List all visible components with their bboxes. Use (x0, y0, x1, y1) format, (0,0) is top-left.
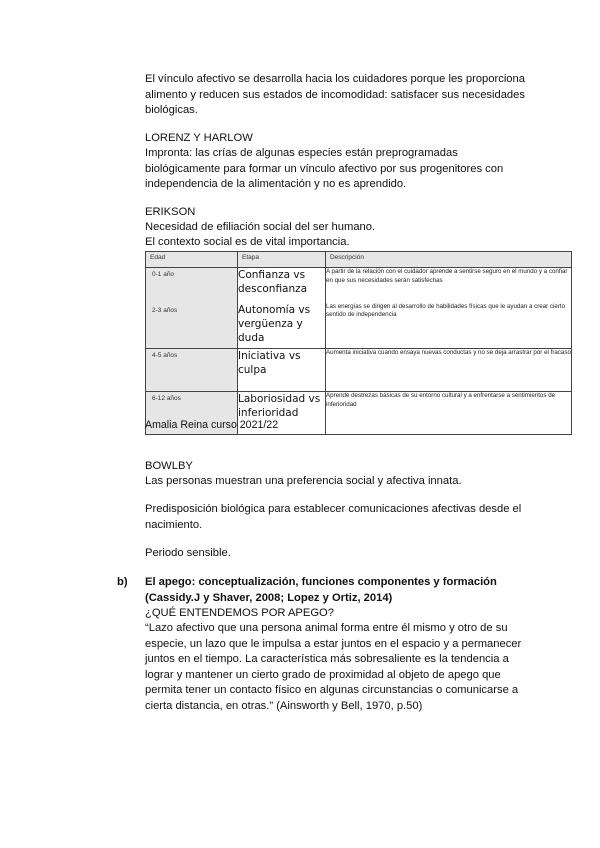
bowlby-paragraph-2: Predisposición biológica para establecer comunicaciones afectivas desde el nacimiento. (145, 503, 522, 531)
header-cell-stage: Etapa (238, 252, 326, 268)
age-cell-group (146, 268, 238, 349)
stage-cell: Autonomía vs vergüenza y duda (238, 303, 326, 349)
bowlby-paragraph-1: Las personas muestran una preferencia social y afectiva innata. (145, 475, 462, 487)
table-row (146, 349, 572, 392)
lorenz-paragraph: Impronta: las crías de algunas especies están preprogramadas biológicamente para formar un vínculo afectivo por sus progenitores con independencia de la alimentación y no es aprendido. (145, 147, 504, 190)
table-row (146, 268, 572, 303)
stage-cell: Laboriosidad vs inferioridad (238, 392, 326, 435)
age-cell: 0-1 año (152, 271, 175, 278)
bowlby-heading: BOWLBY (145, 460, 193, 472)
erikson-heading: ERIKSON (145, 206, 196, 218)
section-title: El apego: conceptualización, funciones componentes y formación (Cassidy.J y Shaver, 2008; Lopez y Ortiz, 2014) (145, 576, 497, 604)
author-overlay: Amalia Reina curso 2021/22 (145, 419, 279, 431)
age-text: 6-12 años (152, 395, 181, 402)
apego-quote: “Lazo afectivo que una persona animal forma entre él mismo y otro de su especie, un lazo que le impulsa a estar juntos en el espacio y a permanecer juntos en el tiempo. La característica más sobresaliente es la tendencia a lograr y mantener un cierto grado de proximidad al objeto de apego que permita tener un contacto físico en algunas circunstancias o comunicarse a cierta distancia, en otras.” (Ainsworth y Bell, 1970, p.50) (145, 622, 522, 712)
section-marker: b) (117, 576, 128, 588)
stage-cell: Iniciativa vs culpa (238, 349, 326, 392)
header-cell-description: Descripción (326, 252, 572, 268)
erikson-stages-table (145, 251, 572, 435)
description-cell: A partir de la relación con el cuidador aprende a sentirse seguro en el mundo y a confiar en que sus necesidades serán satisfechas (326, 268, 572, 303)
age-cell (146, 349, 238, 392)
lorenz-heading: LORENZ Y HARLOW (145, 132, 253, 144)
table-header-row (146, 252, 572, 268)
description-cell: Aumenta iniciativa cuando ensaya nuevas conductas y no se deja arrastrar por el fracaso (326, 349, 572, 392)
section-question: ¿QUÉ ENTENDEMOS POR APEGO? (145, 607, 334, 619)
stage-cell: Confianza vs desconfianza (238, 268, 326, 303)
intro-paragraph: El vínculo afectivo se desarrolla hacia los cuidadores porque les proporciona alimento y reducen sus estados de incomodidad: satisfacer sus necesidades biológicas. (145, 73, 525, 116)
erikson-line-1: Necesidad de efiliación social del ser humano. (145, 221, 376, 233)
age-cell: 2-3 años (152, 307, 178, 314)
description-cell: Las energías se dirigen al desarrollo de habilidades físicas que le ayudan a crear cierto sentido de independencia (326, 303, 572, 349)
bowlby-paragraph-3: Periodo sensible. (145, 547, 231, 559)
description-cell: Aprende destrezas básicas de su entorno cultural y a enfrentarse a sentimientos de inferioridad (326, 392, 572, 435)
header-cell-age: Edad (146, 252, 238, 268)
age-text: 4-5 años (152, 352, 178, 359)
erikson-line-2: El contexto social es de vital importancia. (145, 236, 350, 248)
